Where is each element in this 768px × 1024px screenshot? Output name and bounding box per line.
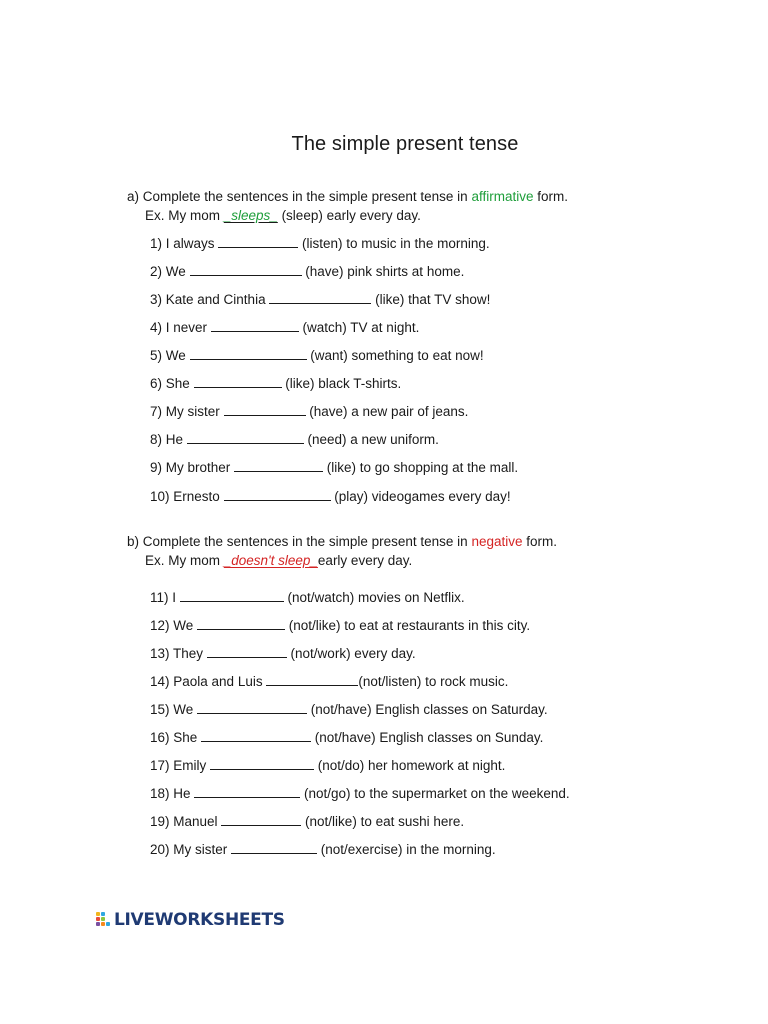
item-text: 20) My sister — [150, 842, 232, 857]
exercise-item — [150, 488, 511, 506]
answer-blank[interactable] — [266, 673, 358, 686]
instruction-text: a) Complete the sentences in the simple present tense in — [127, 189, 472, 204]
item-text: 5) We — [150, 348, 190, 363]
answer-blank[interactable] — [194, 375, 282, 388]
exercise-item — [150, 589, 465, 607]
item-text: 2) We — [150, 264, 190, 279]
item-text: 19) Manuel — [150, 814, 222, 829]
item-text: (not/work) every day. — [286, 646, 416, 661]
exercise-item — [150, 813, 464, 831]
page-title: The simple present tense — [291, 133, 519, 155]
exercise-item — [150, 785, 570, 803]
item-text: (like) that TV show! — [371, 292, 491, 307]
item-text: 13) They — [150, 646, 207, 661]
instruction-text-end: form. — [533, 189, 568, 204]
instruction-text-end: form. — [522, 534, 558, 549]
item-text: 12) We — [150, 618, 198, 633]
item-text: 9) My brother — [150, 460, 235, 475]
item-text: (have) pink shirts at home. — [301, 264, 465, 279]
item-text: 4) I never — [150, 320, 211, 335]
item-text: (like) to go shopping at the mall. — [323, 460, 519, 475]
exercise-item — [150, 617, 530, 635]
item-text: (not/exercise) in the morning. — [317, 842, 496, 857]
section-b-example — [145, 552, 412, 570]
answer-blank[interactable] — [207, 645, 287, 658]
answer-blank[interactable] — [187, 431, 304, 444]
exercise-item — [150, 263, 464, 281]
answer-blank[interactable] — [197, 701, 307, 714]
answer-blank[interactable] — [190, 263, 302, 276]
example-prefix: Ex. My mom — [145, 553, 224, 568]
item-text: 14) Paola and Luis — [150, 674, 267, 689]
item-text: 3) Kate and Cinthia — [150, 292, 270, 307]
answer-blank[interactable] — [224, 403, 306, 416]
item-text: (not/like) to eat at restaurants in this city. — [285, 618, 531, 633]
answer-blank[interactable] — [221, 813, 301, 826]
item-text: 7) My sister — [150, 404, 224, 419]
exercise-item — [150, 319, 419, 337]
answer-blank[interactable] — [180, 589, 284, 602]
exercise-item — [150, 701, 548, 719]
item-text: (have) a new pair of jeans. — [305, 404, 469, 419]
item-text: (listen) to music in the morning. — [298, 236, 490, 251]
item-text: (play) videogames every day! — [330, 489, 511, 504]
example-answer: _doesn't sleep_ — [223, 553, 318, 568]
example-answer: _sleeps_ — [223, 208, 278, 223]
exercise-item — [150, 291, 490, 309]
answer-blank[interactable] — [190, 347, 307, 360]
answer-blank[interactable] — [194, 785, 300, 798]
item-text: (need) a new uniform. — [303, 432, 439, 447]
answer-blank[interactable] — [218, 235, 298, 248]
item-text: (watch) TV at night. — [298, 320, 420, 335]
instruction-text: b) Complete the sentences in the simple present tense in — [127, 534, 472, 549]
exercise-item — [150, 403, 468, 421]
exercise-item — [150, 757, 505, 775]
item-text: (want) something to eat now! — [306, 348, 484, 363]
item-text: 15) We — [150, 702, 198, 717]
item-text: 17) Emily — [150, 758, 211, 773]
answer-blank[interactable] — [224, 488, 331, 501]
item-text: (not/go) to the supermarket on the weekend. — [300, 786, 570, 801]
answer-blank[interactable] — [201, 729, 311, 742]
liveworksheets-logo[interactable] — [96, 909, 285, 931]
item-text: 18) He — [150, 786, 195, 801]
item-text: (not/watch) movies on Netflix. — [283, 590, 465, 605]
item-text: 8) He — [150, 432, 187, 447]
item-text: 16) She — [150, 730, 202, 745]
answer-blank[interactable] — [269, 291, 371, 304]
exercise-item — [150, 431, 439, 449]
item-text: (like) black T-shirts. — [281, 376, 402, 391]
logo-text: LIVEWORKSHEETS — [114, 910, 285, 930]
item-text: (not/listen) to rock music. — [358, 674, 509, 689]
item-text: 1) I always — [150, 236, 219, 251]
answer-blank[interactable] — [210, 757, 314, 770]
example-prefix: Ex. My mom — [145, 208, 224, 223]
item-text: (not/like) to eat sushi here. — [301, 814, 465, 829]
item-text: (not/have) English classes on Sunday. — [311, 730, 544, 745]
answer-blank[interactable] — [231, 841, 317, 854]
item-text: 11) I — [150, 590, 180, 605]
answer-blank[interactable] — [234, 459, 323, 472]
exercise-item — [150, 459, 518, 477]
section-b-instruction — [127, 533, 557, 551]
item-text: 6) She — [150, 376, 194, 391]
exercise-item — [150, 375, 401, 393]
item-text: 10) Ernesto — [150, 489, 224, 504]
exercise-item — [150, 235, 490, 253]
answer-blank[interactable] — [211, 319, 299, 332]
section-a-instruction — [127, 188, 568, 206]
exercise-item — [150, 841, 496, 859]
item-text: (not/have) English classes on Saturday. — [307, 702, 548, 717]
exercise-item — [150, 347, 484, 365]
liveworksheets-logo-icon — [96, 910, 112, 930]
answer-blank[interactable] — [197, 617, 285, 630]
section-a-example — [145, 207, 421, 225]
example-suffix: (sleep) early every day. — [277, 208, 421, 223]
exercise-item — [150, 645, 416, 663]
example-suffix: early every day. — [317, 553, 413, 568]
affirmative-keyword: affirmative — [471, 189, 534, 204]
item-text: (not/do) her homework at night. — [314, 758, 506, 773]
exercise-item — [150, 673, 508, 691]
exercise-item — [150, 729, 543, 747]
negative-keyword: negative — [471, 534, 523, 549]
